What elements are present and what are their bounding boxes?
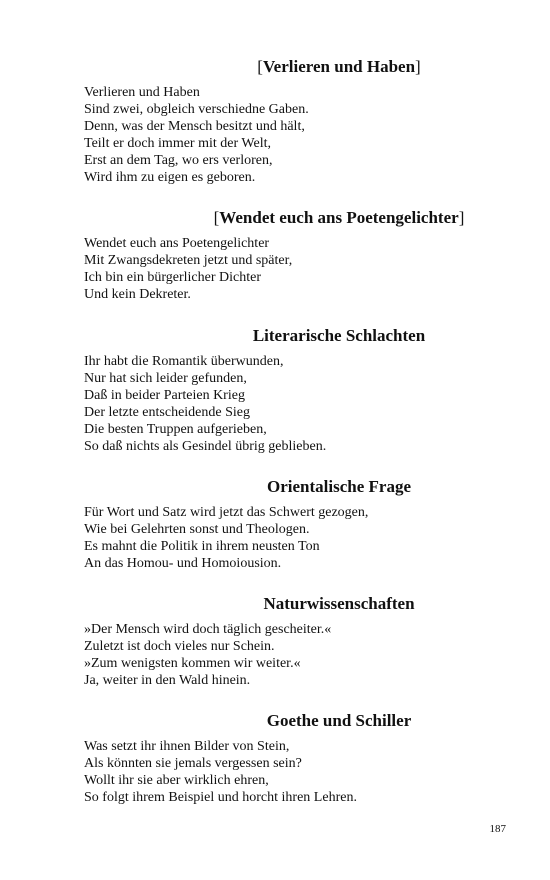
poem-line: So folgt ihrem Beispiel und horcht ihren Lehren. bbox=[84, 790, 357, 805]
poem-line: Es mahnt die Politik in ihrem neusten Ton bbox=[84, 539, 320, 554]
poem-lines bbox=[84, 235, 504, 303]
poem-line: Als könnten sie jemals vergessen sein? bbox=[84, 756, 302, 771]
poem-title-text: Verlieren und Haben bbox=[262, 57, 416, 76]
poem-line: Wird ihm zu eigen es geboren. bbox=[84, 170, 256, 185]
poem-lines bbox=[84, 353, 504, 455]
poem-orientalische-frage bbox=[84, 477, 504, 572]
poem-lines bbox=[84, 738, 504, 806]
poem-line: Sind zwei, obgleich verschiedne Gaben. bbox=[84, 102, 309, 117]
poem-title: [Wendet euch ans Poetengelichter] bbox=[213, 208, 465, 227]
poem-line: Ich bin ein bürgerlicher Dichter bbox=[84, 270, 262, 285]
poem-line: »Der Mensch wird doch täglich gescheiter.« bbox=[84, 622, 332, 637]
poem-line: Wendet euch ans Poetengelichter bbox=[84, 236, 270, 251]
poem-line: Ja, weiter in den Wald hinein. bbox=[84, 673, 251, 688]
poem-line: Erst an dem Tag, wo ers verloren, bbox=[84, 153, 273, 168]
poem-line: Mit Zwangsdekreten jetzt und später, bbox=[84, 253, 293, 268]
poem-line: Wollt ihr sie aber wirklich ehren, bbox=[84, 773, 269, 788]
poem-line: Was setzt ihr ihnen Bilder von Stein, bbox=[84, 739, 290, 754]
poem-title: Orientalische Frage bbox=[267, 477, 411, 496]
poem-line: Nur hat sich leider gefunden, bbox=[84, 371, 247, 386]
poem-line: Teilt er doch immer mit der Welt, bbox=[84, 136, 271, 151]
poem-line: Der letzte entscheidende Sieg bbox=[84, 405, 250, 420]
poem-title: Literarische Schlachten bbox=[252, 326, 426, 345]
poem-line: Für Wort und Satz wird jetzt das Schwert gezogen, bbox=[84, 505, 369, 520]
poem-wendet-euch-ans-poetengelichter bbox=[84, 208, 504, 303]
poem-line: Verlieren und Haben bbox=[84, 85, 200, 100]
poem-line: Ihr habt die Romantik überwunden, bbox=[84, 354, 284, 369]
poem-goethe-und-schiller bbox=[84, 711, 504, 806]
poem-title-text: Wendet euch ans Poetengelichter bbox=[219, 208, 459, 227]
poem-title: Naturwissenschaften bbox=[263, 594, 415, 613]
poem-line: »Zum wenigsten kommen wir weiter.« bbox=[84, 656, 301, 671]
poem-verlieren-und-haben bbox=[84, 57, 504, 186]
poem-line: An das Homou- und Homoiousion. bbox=[84, 556, 282, 571]
poem-lines bbox=[84, 504, 504, 572]
poem-lines bbox=[84, 84, 504, 186]
poem-lines bbox=[84, 621, 504, 689]
poem-line: Und kein Dekreter. bbox=[84, 287, 191, 302]
poem-line: Daß in beider Parteien Krieg bbox=[84, 388, 245, 403]
poem-title: [Verlieren und Haben] bbox=[257, 57, 421, 76]
poem-line: Die besten Truppen aufgerieben, bbox=[84, 422, 267, 437]
poem-line: So daß nichts als Gesindel übrig geblieben. bbox=[84, 439, 327, 454]
poem-line: Wie bei Gelehrten sonst und Theologen. bbox=[84, 522, 310, 537]
poem-literarische-schlachten bbox=[84, 326, 504, 455]
poem-naturwissenschaften bbox=[84, 594, 504, 689]
page-number: 187 bbox=[489, 823, 506, 835]
poem-line: Zuletzt ist doch vieles nur Schein. bbox=[84, 639, 275, 654]
poem-title: Goethe und Schiller bbox=[266, 711, 412, 730]
poem-line: Denn, was der Mensch besitzt und hält, bbox=[84, 119, 305, 134]
